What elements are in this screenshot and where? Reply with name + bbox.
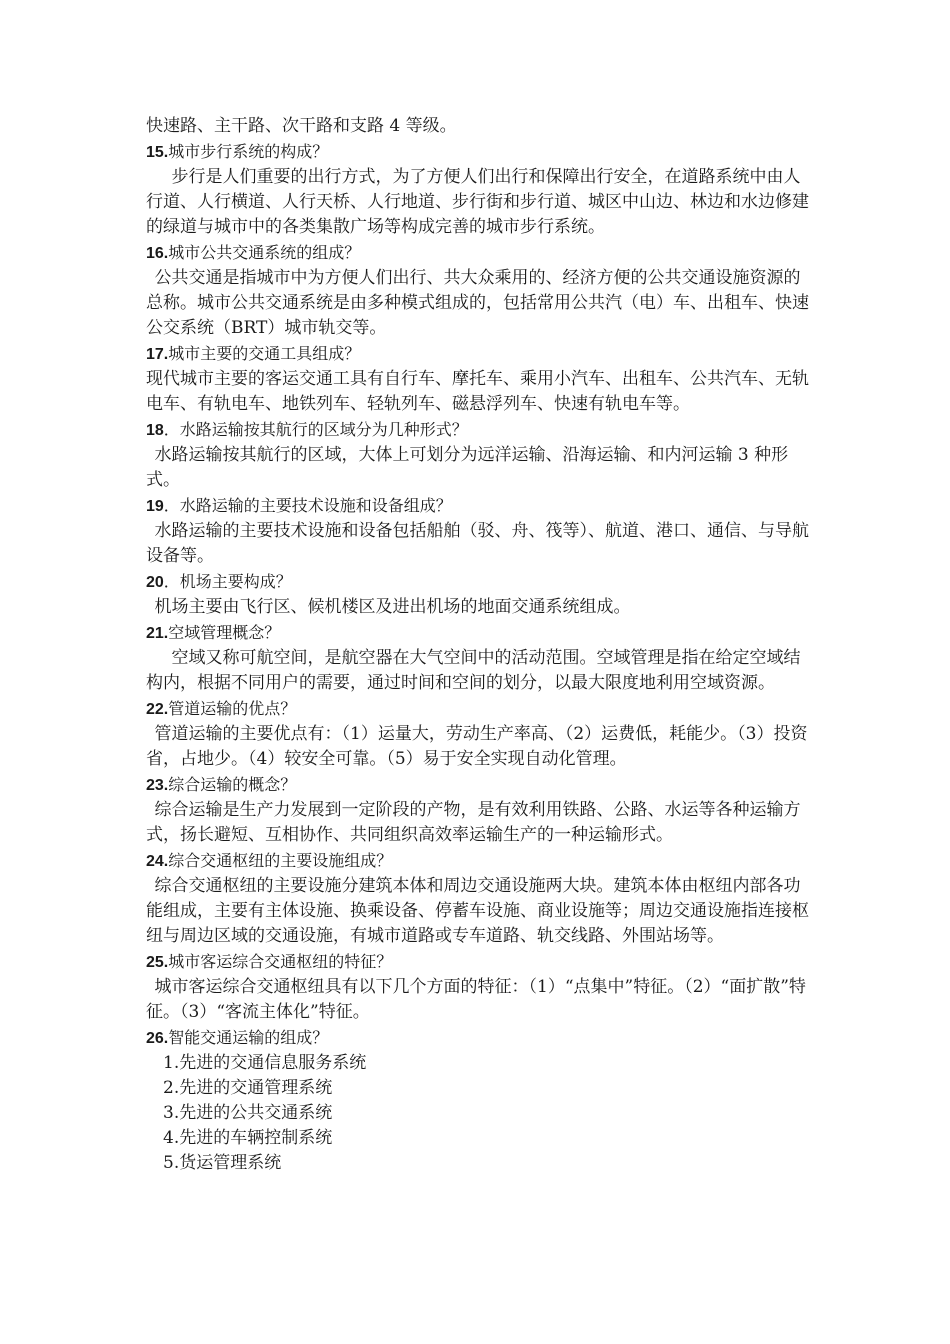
question-number: 26. xyxy=(146,1030,169,1047)
question-number: 23. xyxy=(146,777,169,794)
question-heading xyxy=(146,240,809,266)
question-number: 20 xyxy=(146,574,164,591)
answer-paragraph: 机场主要由飞行区、候机楼区及进出机场的地面交通系统组成。 xyxy=(154,597,631,617)
intro-line: 快速路、主干路、次干路和支路 4 等级。 xyxy=(146,116,457,136)
question-heading xyxy=(146,620,809,646)
question-number: 24. xyxy=(146,853,169,870)
answer-paragraph: 公共交通是指城市中为方便人们出行、共大众乘用的、经济方便的公共交通设施资源的总称。城市公共交通系统是由多种模式组成的，包括常用公共汽（电）车、出租车、快速公交系统（BRT）城市轨交等。 xyxy=(146,268,809,338)
answer-paragraph: 步行是人们重要的出行方式，为了方便人们出行和保障出行安全，在道路系统中由人行道、人行横道、人行天桥、人行地道、步行街和步行道、城区中山边、林边和水边修建的绿道与城市中的各类集散广场等构成完善的城市步行系统。 xyxy=(146,167,809,237)
question-heading xyxy=(146,772,809,798)
question-heading xyxy=(146,493,809,519)
question-title: ．水路运输的主要技术设施和设备组成？ xyxy=(163,496,452,515)
answer-paragraph: 综合交通枢纽的主要设施分建筑本体和周边交通设施两大块。建筑本体由枢纽内部各功能组成，主要有主体设施、换乘设备、停蓄车设施、商业设施等；周边交通设施指连接枢纽与周边区域的交通设施，有城市道路或专车道路、轨交线路、外围站场等。 xyxy=(146,876,809,946)
question-title: ．水路运输按其航行的区域分为几种形式？ xyxy=(163,420,468,439)
question-number: 16. xyxy=(146,245,169,262)
list-item: 2.先进的交通管理系统 xyxy=(163,1078,333,1098)
question-heading xyxy=(146,848,809,874)
question-number: 18 xyxy=(146,422,164,439)
answer-paragraph: 综合运输是生产力发展到一定阶段的产物，是有效利用铁路、公路、水运等各种运输方式，扬长避短、互相协作、共同组织高效率运输生产的一种运输形式。 xyxy=(146,800,801,845)
list-item: 3.先进的公共交通系统 xyxy=(163,1103,333,1123)
question-title: 城市公共交通系统的组成？ xyxy=(168,243,361,262)
question-number: 25. xyxy=(146,954,169,971)
question-heading xyxy=(146,569,809,595)
sections-container xyxy=(146,139,809,1051)
question-title: 城市主要的交通工具组成？ xyxy=(168,344,361,363)
answer-paragraph: 空域又称可航空间，是航空器在大气空间中的活动范围。空域管理是指在给定空域结构内，根据不同用户的需要，通过时间和空间的划分，以最大限度地利用空域资源。 xyxy=(146,648,801,693)
answer-paragraph: 现代城市主要的客运交通工具有自行车、摩托车、乘用小汽车、出租车、公共汽车、无轨电车、有轨电车、地铁列车、轻轨列车、磁悬浮列车、快速有轨电车等。 xyxy=(146,369,809,414)
answer-paragraph: 城市客运综合交通枢纽具有以下几个方面的特征：（1）“点集中”特征。（2）“面扩散”特征。（3）“客流主体化”特征。 xyxy=(146,977,806,1022)
question-heading xyxy=(146,417,809,443)
question-title: 管道运输的优点？ xyxy=(168,699,297,718)
question-number: 17. xyxy=(146,346,169,363)
question-title: 智能交通运输的组成？ xyxy=(168,1028,329,1047)
question-heading xyxy=(146,949,809,975)
question-heading xyxy=(146,139,809,165)
question-title: 空域管理概念？ xyxy=(168,623,281,642)
question-heading xyxy=(146,341,809,367)
answer-paragraph: 水路运输的主要技术设施和设备包括船舶（驳、舟、筏等）、航道、港口、通信、与导航设备等。 xyxy=(146,521,809,566)
question-title: 城市客运综合交通枢纽的特征？ xyxy=(168,952,393,971)
question-number: 22. xyxy=(146,701,169,718)
list-item: 5.货运管理系统 xyxy=(163,1153,282,1173)
question-number: 19 xyxy=(146,498,164,515)
question-number: 15. xyxy=(146,144,169,161)
question-heading xyxy=(146,696,809,722)
question-title: ．机场主要构成？ xyxy=(163,572,292,591)
list-item: 4.先进的车辆控制系统 xyxy=(163,1128,333,1148)
question-number: 21. xyxy=(146,625,169,642)
question-title: 综合交通枢纽的主要设施组成？ xyxy=(168,851,393,870)
answer-paragraph: 水路运输按其航行的区域，大体上可划分为远洋运输、沿海运输、和内河运输 3 种形式。 xyxy=(146,445,789,490)
question-title: 城市步行系统的构成？ xyxy=(168,142,329,161)
question-heading xyxy=(146,1025,809,1051)
question-title: 综合运输的概念？ xyxy=(168,775,297,794)
list-item: 1.先进的交通信息服务系统 xyxy=(163,1053,367,1073)
its-components-list xyxy=(146,1051,809,1176)
answer-paragraph: 管道运输的主要优点有：（1）运量大，劳动生产率高、（2）运费低，耗能少。（3）投资省，占地少。（4）较安全可靠。（5）易于安全实现自动化管理。 xyxy=(146,724,808,769)
